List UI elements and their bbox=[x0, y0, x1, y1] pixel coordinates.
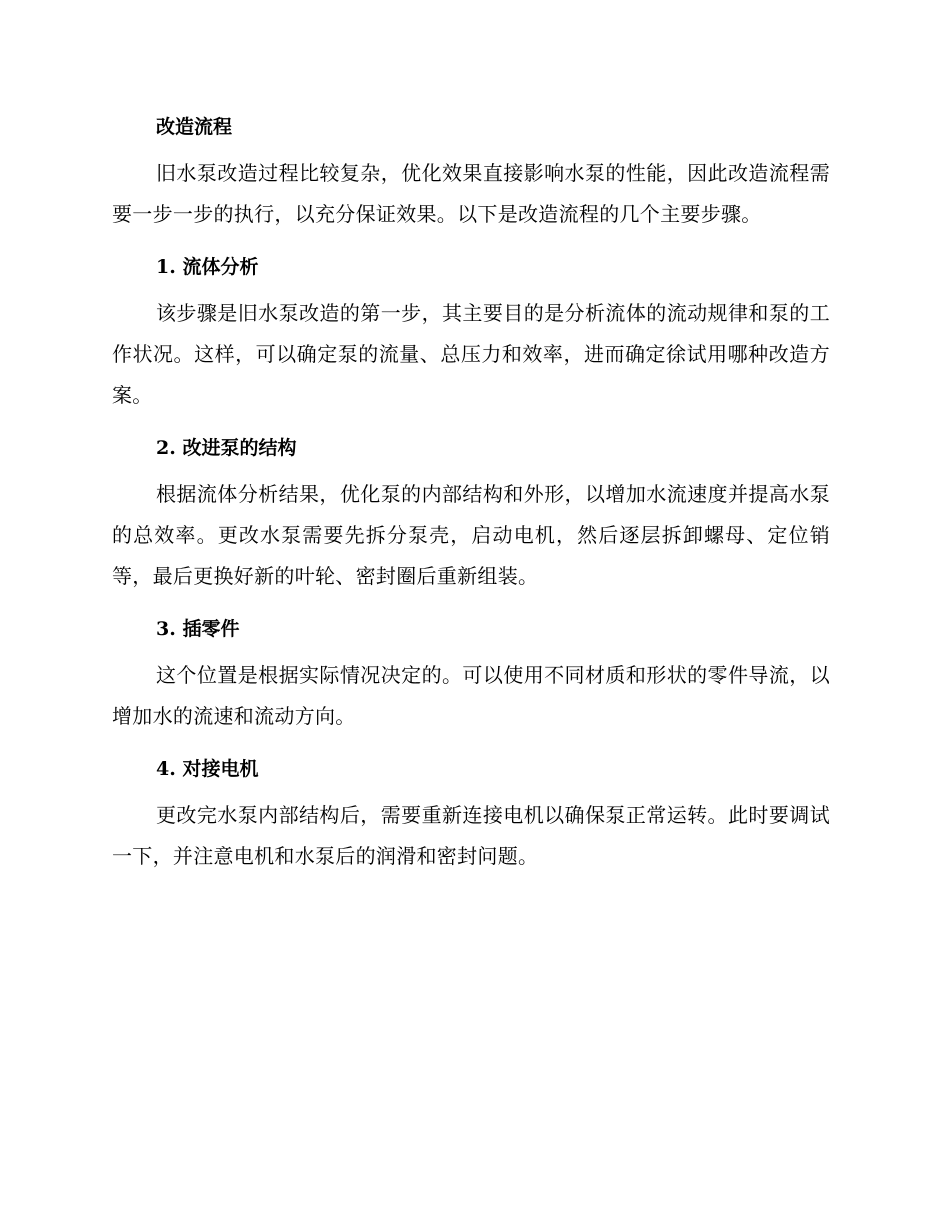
section-heading-insert-parts: 3. 插零件 bbox=[156, 618, 240, 640]
section-heading-connect-motor: 4. 对接电机 bbox=[156, 758, 259, 780]
section-heading-improve-structure: 2. 改进泵的结构 bbox=[156, 437, 297, 459]
section-paragraph-improve-structure: 根据流体分析结果，优化泵的内部结构和外形，以增加水流速度并提高水泵的总效率。更改水泵需要先拆分泵壳，启动电机，然后逐层拆卸螺母、定位销等，最后更换好新的叶轮、密封圈后重新组装。 bbox=[112, 482, 830, 588]
section-paragraph-fluid-analysis: 该步骤是旧水泵改造的第一步，其主要目的是分析流体的流动规律和泵的工作状况。这样，可以确定泵的流量、总压力和效率，进而确定徐试用哪种改造方案。 bbox=[112, 301, 830, 407]
section-heading-fluid-analysis: 1. 流体分析 bbox=[156, 256, 259, 278]
section-paragraph-process: 旧水泵改造过程比较复杂，优化效果直接影响水泵的性能，因此改造流程需要一步一步的执行，以充分保证效果。以下是改造流程的几个主要步骤。 bbox=[112, 161, 830, 226]
section-paragraph-connect-motor: 更改完水泵内部结构后，需要重新连接电机以确保泵正常运转。此时要调试一下，并注意电机和水泵后的润滑和密封问题。 bbox=[112, 803, 830, 868]
section-paragraph-insert-parts: 这个位置是根据实际情况决定的。可以使用不同材质和形状的零件导流，以增加水的流速和流动方向。 bbox=[112, 663, 830, 728]
section-heading-process: 改造流程 bbox=[156, 116, 233, 138]
